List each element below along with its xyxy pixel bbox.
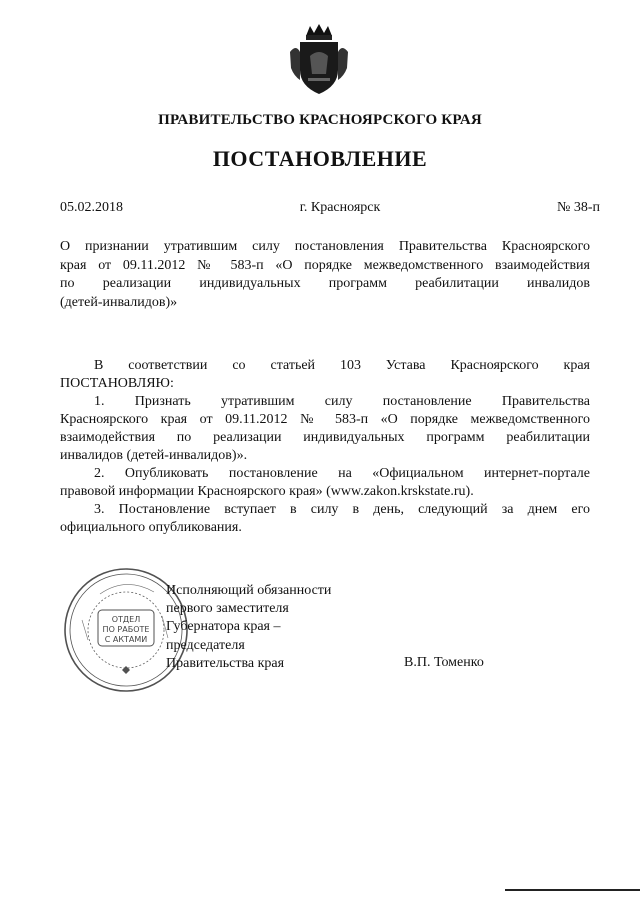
document-city: г. Красноярск bbox=[299, 200, 381, 215]
subject-line: края от 09.11.2012 № 583-п «О порядке межведомственного взаимодействия bbox=[60, 257, 590, 273]
preamble: В соответствии со статьей 103 Устава Красноярского края bbox=[94, 358, 590, 373]
subject-line: по реализации индивидуальных программ реабилитации инвалидов bbox=[60, 276, 590, 291]
resolve-word: ПОСТАНОВЛЯЮ: bbox=[60, 376, 174, 391]
document-type-title: ПОСТАНОВЛЕНИЕ bbox=[212, 146, 428, 171]
list-item: 1. Признать утратившим силу постановление Правительства Красноярского края от 09.11.2012 № 583-п «О порядке межведомственного взаимодействия по реализации индивидуальных программ реабилитации инвалидов (детей-инвалидов)». bbox=[60, 394, 590, 463]
subject-line: О признании утратившим силу постановления Правительства Красноярского bbox=[60, 239, 590, 254]
subject-line: (детей-инвалидов)» bbox=[60, 294, 178, 310]
document-body bbox=[60, 357, 590, 537]
stamp-text: ОТДЕЛ bbox=[111, 615, 141, 624]
document-subject bbox=[60, 238, 590, 312]
signatory-name: В.П. Томенко bbox=[404, 655, 484, 670]
document-meta-row bbox=[60, 200, 600, 216]
krasnoyarsk-coat-of-arms-icon bbox=[288, 22, 350, 96]
document-number: № 38-п bbox=[556, 200, 600, 215]
signatory-position: Исполняющий обязанности первого заместителя Губернатора края – председателя Правительства края bbox=[166, 583, 332, 671]
list-item: 3. Постановление вступает в силу в день, следующий за днем его официального опубликования. bbox=[60, 502, 590, 535]
list-item: 2. Опубликовать постановление на «Официальном интернет-портале правовой информации Красноярского края» (www.zakon.krskstate.ru). bbox=[60, 466, 590, 499]
stamp-text: С АКТАМИ bbox=[104, 635, 148, 644]
government-title: ПРАВИТЕЛЬСТВО КРАСНОЯРСКОГО КРАЯ bbox=[158, 112, 482, 128]
scan-artifact-line bbox=[505, 889, 640, 891]
stamp-text: ПО РАБОТЕ bbox=[102, 625, 150, 634]
document-date: 05.02.2018 bbox=[60, 200, 123, 215]
